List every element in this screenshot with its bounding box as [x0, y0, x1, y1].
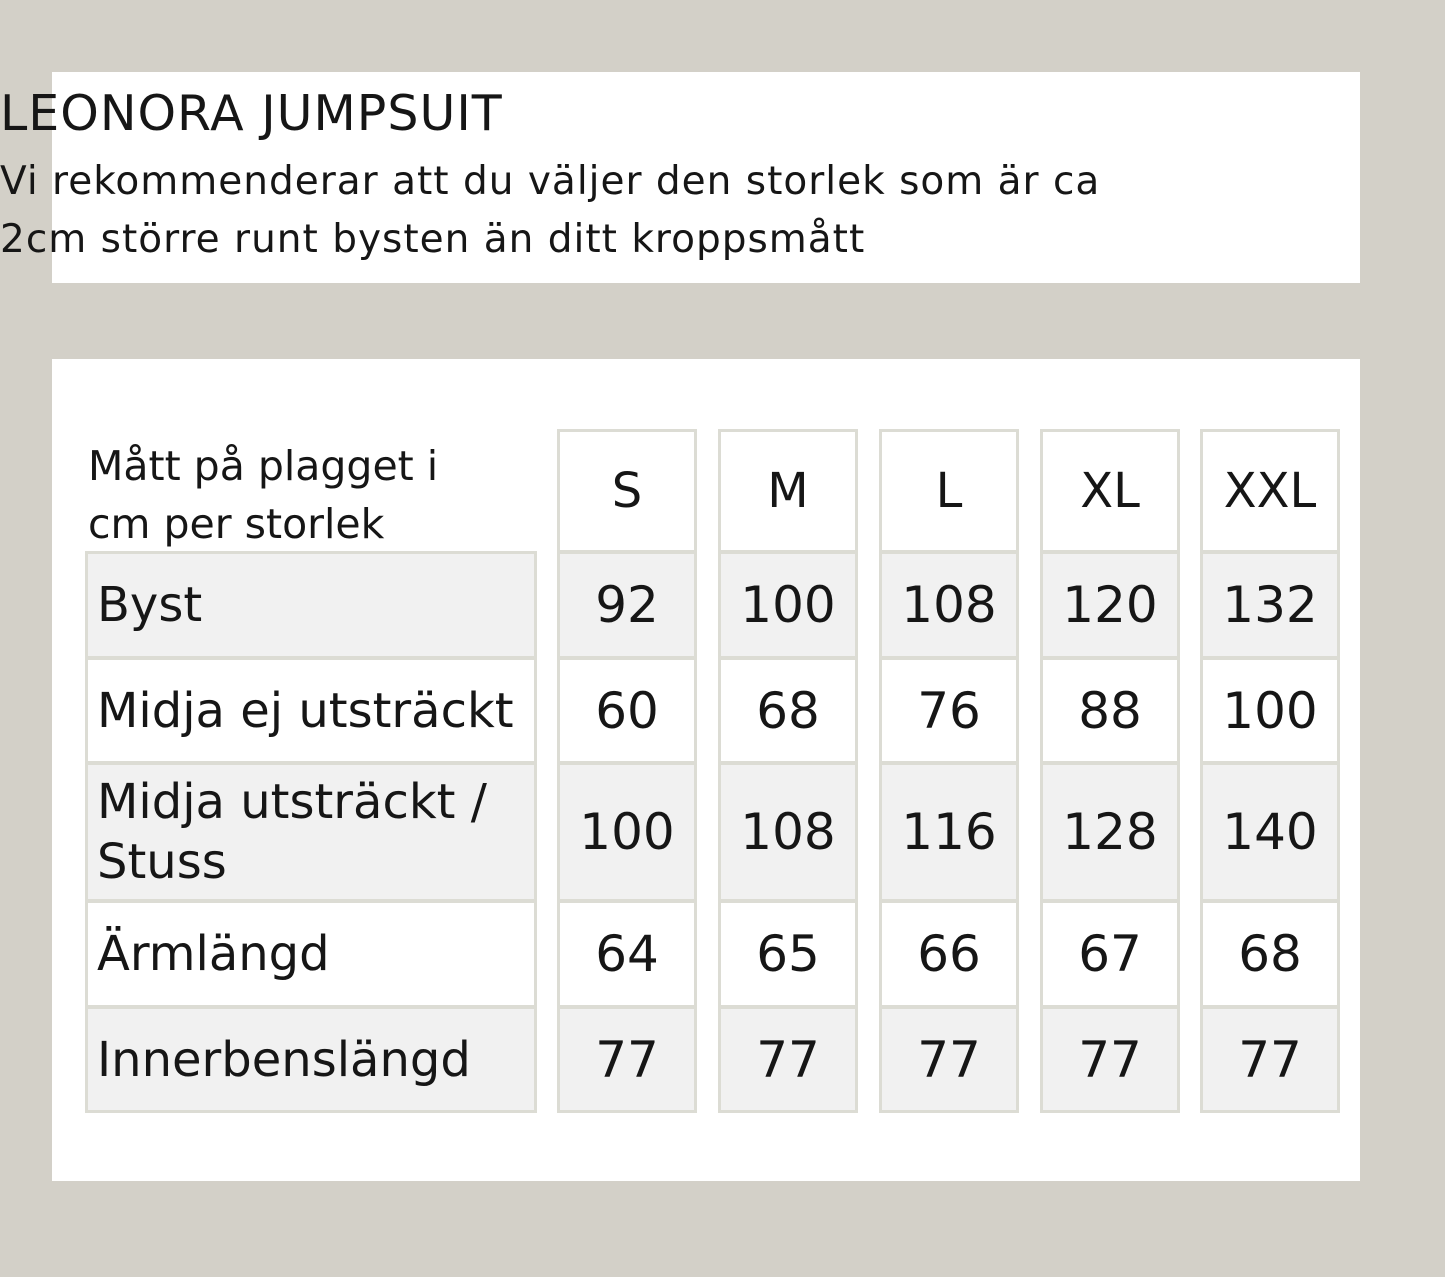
value-cell: 108: [718, 762, 858, 902]
size-header-xxl: XXL: [1200, 429, 1340, 553]
value-cell: 100: [557, 762, 697, 902]
size-header-m: M: [718, 429, 858, 553]
row-label: Midja ej utsträckt: [85, 657, 537, 764]
value-cell: 128: [1040, 762, 1180, 902]
value-cell: 66: [879, 900, 1019, 1008]
value-cell: 100: [718, 551, 858, 659]
value-cell: 64: [557, 900, 697, 1008]
value-cell: 77: [1040, 1006, 1180, 1113]
row-label: Ärmlängd: [85, 900, 537, 1008]
table-corner-label: Mått på plagget i cm per storlek: [88, 442, 439, 548]
row-label: Byst: [85, 551, 537, 659]
value-cell: 77: [557, 1006, 697, 1113]
value-cell: 65: [718, 900, 858, 1008]
value-cell: 68: [718, 657, 858, 764]
size-header-s: S: [557, 429, 697, 553]
size-header-xl: XL: [1040, 429, 1180, 553]
value-cell: 67: [1040, 900, 1180, 1008]
value-cell: 100: [1200, 657, 1340, 764]
size-header-l: L: [879, 429, 1019, 553]
subtitle-line-2: 2cm större runt bysten än ditt kroppsmått: [0, 217, 866, 262]
value-cell: 140: [1200, 762, 1340, 902]
value-cell: 76: [879, 657, 1019, 764]
value-cell: 92: [557, 551, 697, 659]
value-cell: 77: [718, 1006, 858, 1113]
value-cell: 120: [1040, 551, 1180, 659]
value-cell: 116: [879, 762, 1019, 902]
subtitle-line-1: Vi rekommenderar att du väljer den storlek som är ca: [0, 159, 1101, 204]
value-cell: 60: [557, 657, 697, 764]
row-label: Midja utsträckt / Stuss: [85, 762, 537, 902]
value-cell: 132: [1200, 551, 1340, 659]
value-cell: 68: [1200, 900, 1340, 1008]
value-cell: 77: [1200, 1006, 1340, 1113]
value-cell: 77: [879, 1006, 1019, 1113]
value-cell: 108: [879, 551, 1019, 659]
page-title: LEONORA JUMPSUIT: [0, 85, 503, 142]
row-label: Innerbenslängd: [85, 1006, 537, 1113]
value-cell: 88: [1040, 657, 1180, 764]
